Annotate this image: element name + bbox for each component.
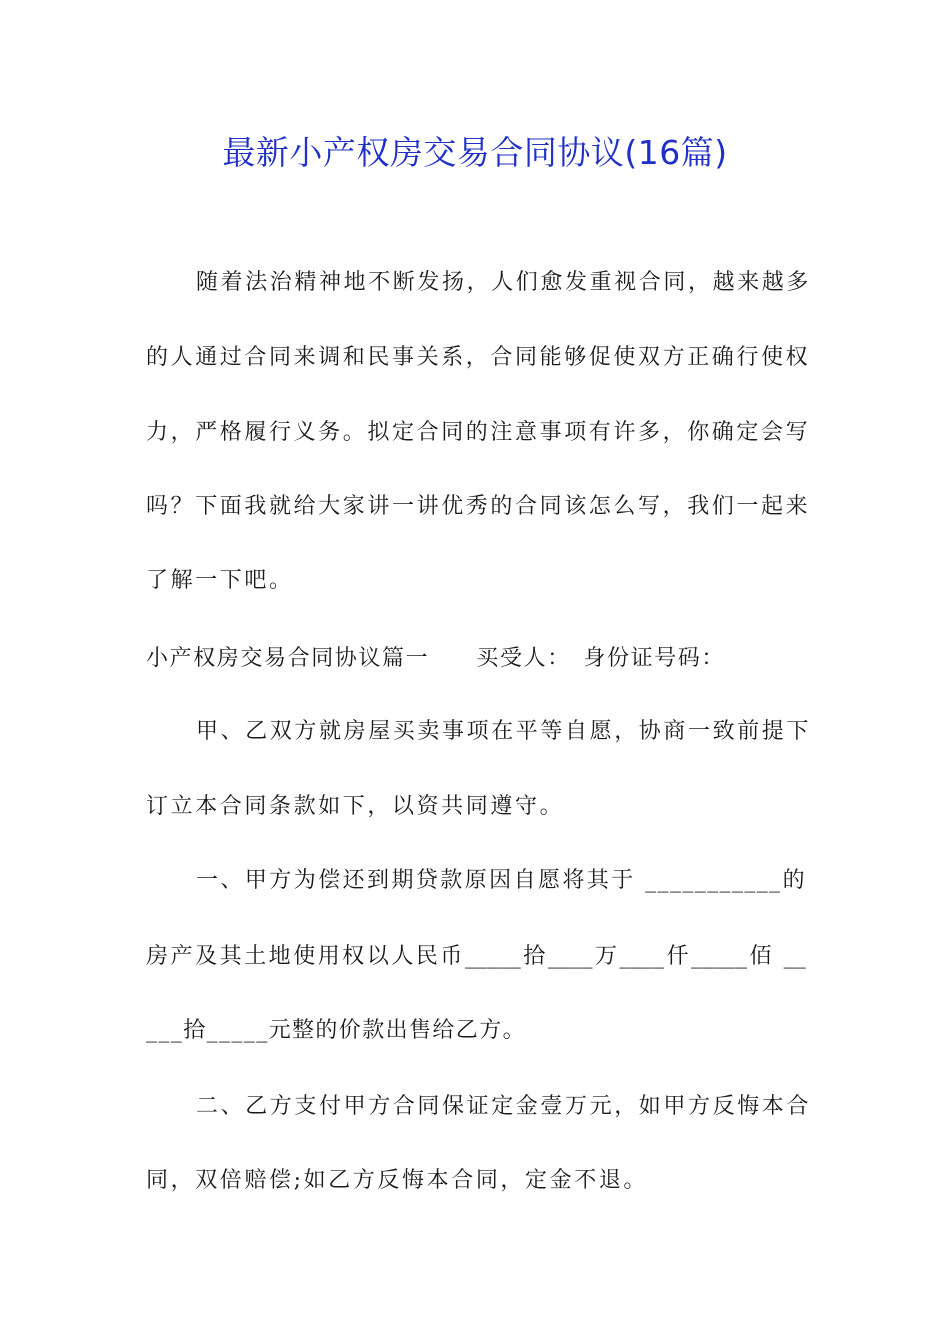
document-title: 最新小产权房交易合同协议(16篇): [222, 133, 728, 172]
section-heading: 小产权房交易合同协议篇一 买受人： 身份证号码：: [146, 646, 726, 671]
paragraph-line: 的人通过合同来调和民事关系，合同能够促使双方正确行使权: [146, 345, 811, 370]
paragraph-line: 吗？下面我就给大家讲一讲优秀的合同该怎么写，我们一起来: [146, 494, 811, 519]
paragraph-line: 甲、乙双方就房屋买卖事项在平等自愿，协商一致前提下: [196, 719, 812, 744]
paragraph-line: 了解一下吧。: [146, 568, 294, 593]
clause-line: 房产及其土地使用权以人民币_____拾____万____仟_____佰 __: [146, 944, 806, 969]
clause-line: 二、乙方支付甲方合同保证定金壹万元，如甲方反悔本合: [196, 1094, 812, 1119]
clause-line: 同，双倍赔偿;如乙方反悔本合同，定金不退。: [146, 1168, 649, 1193]
paragraph-line: 随着法治精神地不断发扬，人们愈发重视合同，越来越多: [196, 270, 812, 295]
paragraph-line: 力，严格履行义务。拟定合同的注意事项有许多，你确定会写: [146, 420, 811, 445]
paragraph-line: 订立本合同条款如下，以资共同遵守。: [146, 794, 565, 819]
clause-line: ___拾_____元整的价款出售给乙方。: [146, 1018, 527, 1043]
clause-line: 一、甲方为偿还到期贷款原因自愿将其于 ___________的: [196, 868, 806, 893]
